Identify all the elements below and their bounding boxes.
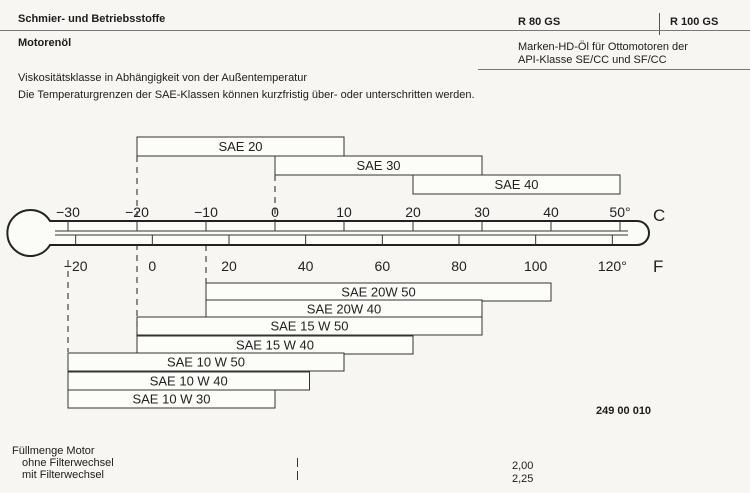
multigrade-label: SAE 10 W 50 <box>166 354 246 370</box>
oil-spec-line1: Marken-HD-Öl für Ottomotoren der <box>518 41 688 53</box>
description-line2: Die Temperaturgrenzen der SAE-Klassen können kurzfristig über- oder unterschritten werden. <box>18 89 475 101</box>
single-grade-label: SAE 30 <box>356 158 401 173</box>
fill-row2-value: 2,25 <box>512 473 534 485</box>
figure-number: 249 00 010 <box>596 405 652 417</box>
single-grade-label: SAE 20 <box>218 139 263 154</box>
celsius-tick-label: −20 <box>125 204 149 220</box>
single-grade-label: SAE 40 <box>494 177 539 192</box>
fill-row2-separator <box>297 471 298 480</box>
fahrenheit-tick-label: 100 <box>523 258 548 274</box>
fahrenheit-tick-label: 0 <box>148 258 157 274</box>
single-grade-bars <box>137 137 620 194</box>
fill-row1-label: ohne Filterwechsel <box>22 457 114 469</box>
description-line1: Viskositätsklasse in Abhängigkeit von der Außentemperatur <box>18 72 308 84</box>
model-r80gs: R 80 GS <box>518 16 561 28</box>
fill-row1-value: 2,00 <box>512 460 534 472</box>
fill-row2-label: mit Filterwechsel <box>22 469 104 481</box>
fahrenheit-tick-label: −20 <box>63 258 88 274</box>
multigrade-bars <box>68 283 551 408</box>
fill-quantity-title: Füllmenge Motor <box>12 445 95 457</box>
celsius-tick-label: 30 <box>474 204 490 220</box>
oil-spec-line2: API-Klasse SE/CC und SF/CC <box>518 54 667 66</box>
celsius-unit: C <box>653 206 666 225</box>
fahrenheit-unit: F <box>653 257 664 276</box>
multigrade-label: SAE 20W 40 <box>306 301 382 317</box>
celsius-tick-label: −10 <box>194 204 218 220</box>
fahrenheit-tick-label: 20 <box>221 258 237 274</box>
multigrade-label: SAE 20W 50 <box>341 284 416 300</box>
celsius-tick-label: −30 <box>56 204 80 220</box>
fahrenheit-tick-label: 120° <box>597 258 627 274</box>
fahrenheit-tick-label: 80 <box>451 258 467 274</box>
multigrade-label: SAE 10 W 30 <box>132 391 211 407</box>
celsius-tick-label: 40 <box>543 204 559 220</box>
celsius-tick-label: 0 <box>271 204 279 220</box>
multigrade-label: SAE 15 W 40 <box>235 337 315 353</box>
celsius-tick-label: 10 <box>336 204 352 220</box>
fahrenheit-tick-label: 40 <box>297 258 314 274</box>
fahrenheit-tick-label: 60 <box>374 258 391 274</box>
model-r100gs: R 100 GS <box>670 16 719 28</box>
celsius-tick-label: 50° <box>609 204 631 220</box>
multigrade-label: SAE 10 W 40 <box>149 373 228 389</box>
fill-row1-separator <box>297 458 298 467</box>
multigrade-label: SAE 15 W 50 <box>270 318 349 334</box>
motoroil-label: Motorenöl <box>18 37 72 49</box>
section-title: Schmier- und Betriebsstoffe <box>18 13 166 25</box>
celsius-tick-label: 20 <box>405 204 421 220</box>
